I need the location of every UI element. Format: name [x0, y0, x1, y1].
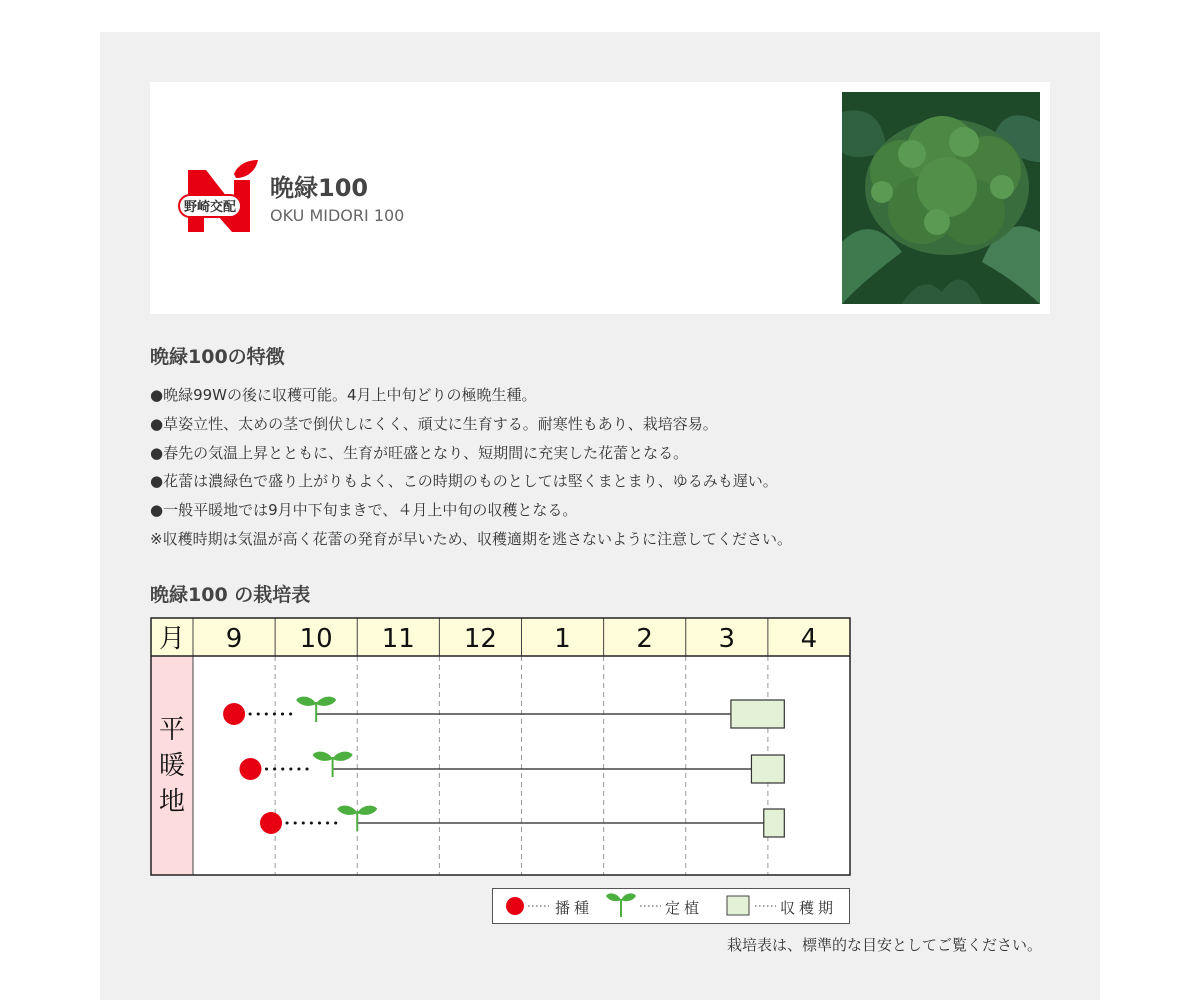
region-label-char: 平: [158, 715, 186, 745]
harvest-period-box: [751, 755, 784, 783]
chart-legend: [492, 888, 850, 924]
harvest-period-box: [764, 809, 785, 837]
month-label: 11: [381, 624, 415, 654]
header-month-label: 月: [158, 624, 186, 654]
content-panel: [100, 32, 1100, 1000]
cultivation-schedule-chart: [150, 617, 852, 877]
product-romaji-name: OKU MIDORI 100: [270, 206, 405, 225]
features-list: [150, 381, 1050, 554]
month-label: 10: [299, 624, 333, 654]
logo-text: 野崎交配: [183, 200, 237, 215]
product-header-card: [150, 82, 1050, 314]
broccoli-photo: [842, 92, 1040, 304]
feature-item: ●花蕾は濃緑色で盛り上がりもよく、この時期のものとしては堅くまとまり、ゆるみも遅い。: [150, 472, 778, 491]
features-title: 晩緑100の特徴: [150, 346, 285, 368]
nozaki-logo: [178, 160, 258, 238]
schedule-title: 晩緑100 の栽培表: [150, 584, 311, 606]
schedule-footnote: 栽培表は、標準的な目安としてご覧ください。: [726, 936, 1042, 954]
legend-label-sow: 播種: [555, 899, 594, 917]
region-label-char: 暖: [158, 751, 186, 781]
sow-dot: [223, 703, 245, 725]
sow-dot-icon: [506, 897, 524, 915]
month-label: 9: [225, 624, 243, 654]
feature-note: ※収穫時期は気温が高く花蕾の発育が早いため、収穫適期を逃さないように注意してください。: [150, 529, 792, 548]
seedling-icon: [606, 893, 636, 917]
product-name: 晩緑100: [270, 174, 369, 202]
feature-item: ●一般平暖地では9月中下旬まきで、４月上中旬の収穫となる。: [150, 501, 578, 520]
harvest-box-icon: [727, 896, 749, 915]
month-label: 12: [463, 624, 497, 654]
feature-item: ●春先の気温上昇とともに、生育が旺盛となり、短期間に充実した花蕾となる。: [150, 443, 689, 462]
feature-item: ●草姿立性、太めの茎で倒伏しにくく、頑丈に生育する。耐寒性もあり、栽培容易。: [150, 414, 718, 433]
harvest-period-box: [731, 700, 784, 728]
legend-label-harvest: 収穫期: [780, 899, 838, 917]
sow-dot: [260, 812, 282, 834]
region-label-char: 地: [158, 787, 186, 817]
sow-dot: [239, 758, 261, 780]
month-label: 2: [636, 624, 653, 654]
legend-label-plant: 定植: [665, 899, 704, 917]
chart-header-row: [151, 618, 850, 656]
month-label: 3: [718, 624, 736, 654]
month-label: 4: [800, 624, 818, 654]
month-label: 1: [554, 624, 571, 654]
feature-item: ●晩緑99Wの後に収穫可能。4月上中旬どりの極晩生種。: [150, 386, 537, 404]
